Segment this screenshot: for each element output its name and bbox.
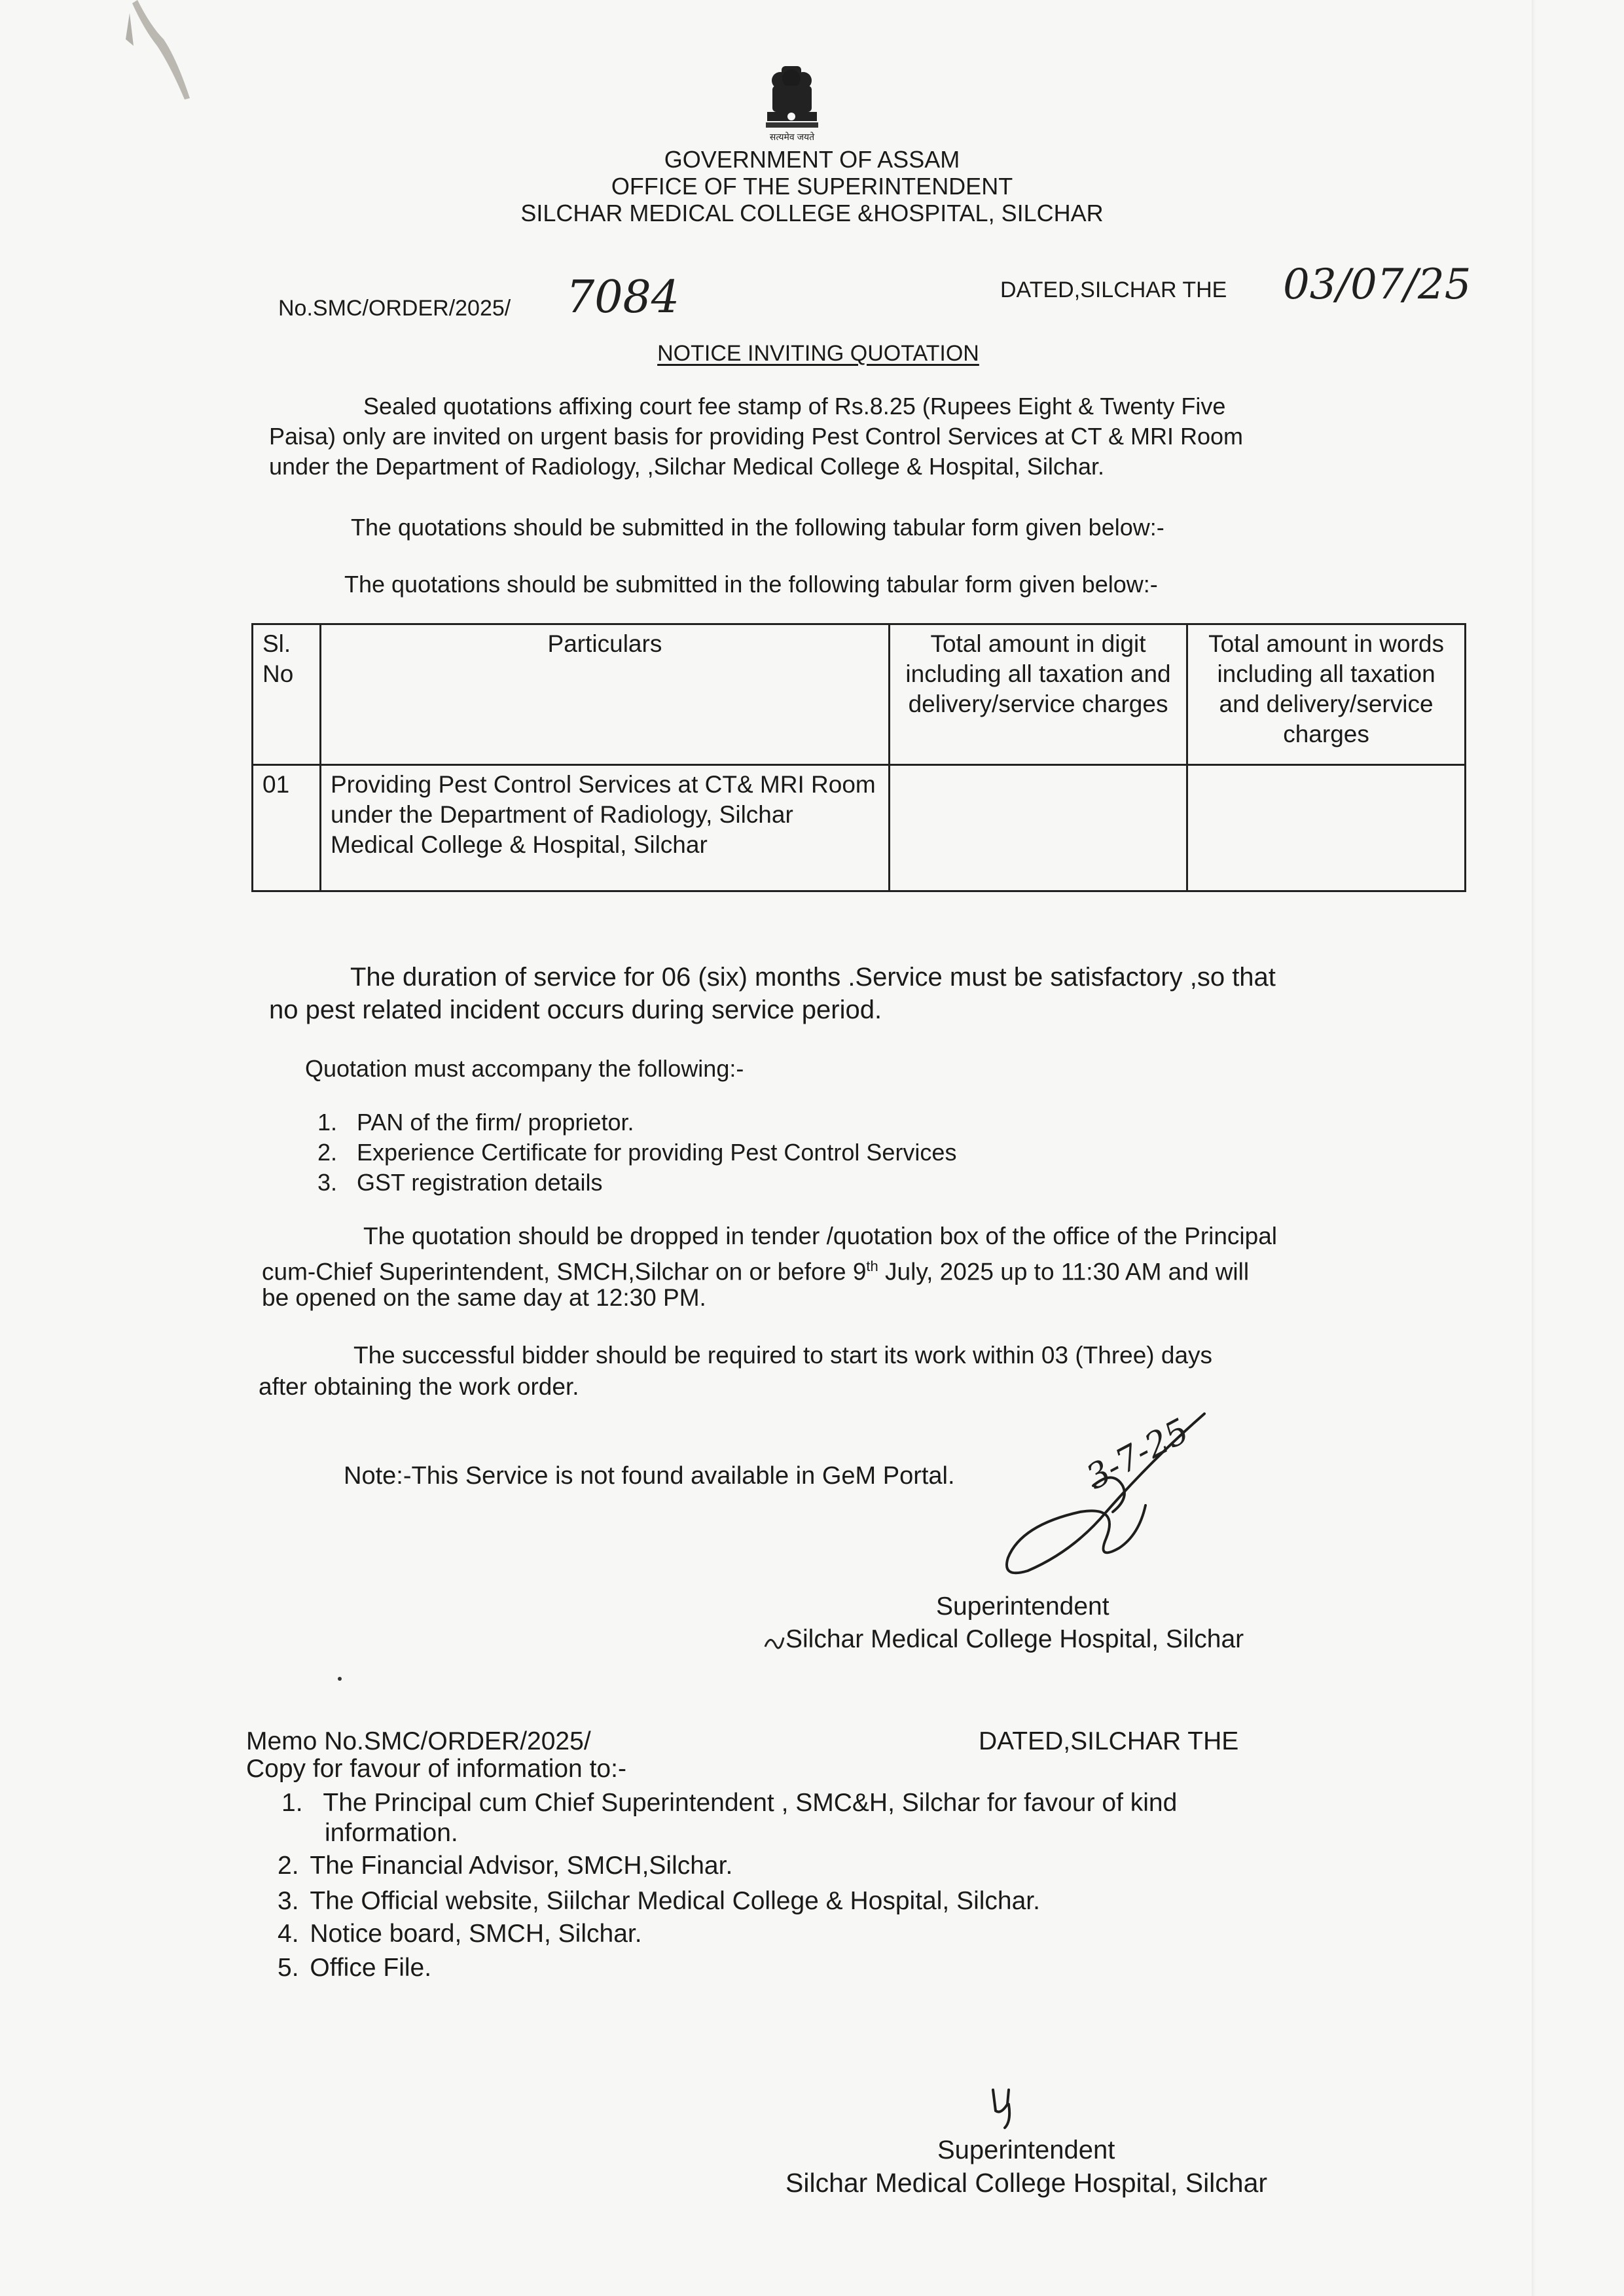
list-item-number: 2. xyxy=(278,1852,299,1880)
signature-initial-2 xyxy=(985,2085,1024,2130)
header-government: GOVERNMENT OF ASSAM xyxy=(664,146,960,173)
list-item-number: 3. xyxy=(317,1169,338,1196)
drop-line-1: The quotation should be dropped in tender /quotation box of the office of the Principal xyxy=(363,1223,1278,1249)
list-item-number: 5. xyxy=(278,1954,299,1982)
list-item-text: PAN of the firm/ proprietor. xyxy=(357,1109,634,1136)
list-item xyxy=(278,1886,1040,1916)
memo-dated-label: DATED,SILCHAR THE xyxy=(979,1727,1239,1755)
list-item xyxy=(278,1919,642,1949)
order-no-label: No.SMC/ORDER/2025/ xyxy=(278,296,511,321)
emblem-caption: सत्यमेव जयते xyxy=(769,132,815,142)
row-particulars: Providing Pest Control Services at CT& MRI Room under the Department of Radiology, Silchar Medical College & Hospital, Silchar xyxy=(320,765,889,891)
dated-label: DATED,SILCHAR THE xyxy=(1000,278,1227,302)
list-item-text: Experience Certificate for providing Pest Control Services xyxy=(357,1139,957,1166)
table-header-row xyxy=(253,624,1466,765)
table-row xyxy=(253,765,1466,891)
dated-handwritten: 03/07/25 xyxy=(1283,260,1471,309)
list-item-text: GST registration details xyxy=(357,1169,603,1196)
header-particulars: Particulars xyxy=(320,624,889,765)
bidder-line-1: The successful bidder should be required to start its work within 03 (Three) days xyxy=(353,1342,1213,1369)
list-item-continuation: information. xyxy=(325,1819,458,1847)
list-item xyxy=(281,1788,1177,1818)
tabular-note-2: The quotations should be submitted in the following tabular form given below:- xyxy=(344,571,1158,598)
row-sl-no: 01 xyxy=(253,765,321,891)
notice-title: NOTICE INVITING QUOTATION xyxy=(657,341,979,366)
memo-no-label: Memo No.SMC/ORDER/2025/ xyxy=(246,1727,591,1755)
bidder-line-2: after obtaining the work order. xyxy=(259,1373,579,1400)
list-item xyxy=(317,1138,956,1168)
list-item-number: 4. xyxy=(278,1920,299,1948)
list-item-number: 1. xyxy=(281,1789,303,1817)
signatory-title-1: Superintendent xyxy=(936,1592,1110,1621)
duration-line-2: no pest related incident occurs during service period. xyxy=(269,996,882,1024)
list-item-number: 3. xyxy=(278,1887,299,1915)
intro-line-2: Paisa) only are invited on urgent basis for providing Pest Control Services at CT & MRI Room xyxy=(269,423,1243,450)
intro-line-3: under the Department of Radiology, ,Silchar Medical College & Hospital, Silchar. xyxy=(269,453,1104,480)
header-institution: SILCHAR MEDICAL COLLEGE &HOSPITAL, SILCHAR xyxy=(520,200,1104,226)
header-sl-no: Sl. No xyxy=(253,624,321,765)
signatory-org-1: Silchar Medical College Hospital, Silchar xyxy=(785,1625,1244,1653)
drop-line-2-sup: th xyxy=(866,1258,878,1274)
list-item-number: 1. xyxy=(317,1109,338,1136)
list-item xyxy=(278,1953,431,1983)
drop-line-2-pre: cum-Chief Superintendent, SMCH,Silchar on or before 9 xyxy=(262,1258,867,1285)
row-amount-digit xyxy=(889,765,1187,891)
page-edge-shadow xyxy=(1532,0,1536,2296)
signatory-org-2: Silchar Medical College Hospital, Silchar xyxy=(785,2168,1268,2198)
copy-label: Copy for favour of information to:- xyxy=(246,1755,626,1783)
list-item-text: The Official website, Siilchar Medical College & Hospital, Silchar. xyxy=(310,1887,1040,1915)
intro-line-1: Sealed quotations affixing court fee stamp of Rs.8.25 (Rupees Eight & Twenty Five xyxy=(363,393,1226,420)
list-item xyxy=(317,1107,634,1138)
quotation-table xyxy=(251,623,1466,892)
gem-portal-note: Note:-This Service is not found available in GeM Portal. xyxy=(344,1462,955,1490)
signature-scribble-1 xyxy=(956,1407,1270,1590)
torn-corner-mark xyxy=(124,0,203,111)
duration-line-1: The duration of service for 06 (six) months .Service must be satisfactory ,so that xyxy=(350,963,1276,992)
list-item-number: 2. xyxy=(317,1139,338,1166)
drop-line-2-post: July, 2025 up to 11:30 AM and will xyxy=(878,1258,1250,1285)
signatory-title-2: Superintendent xyxy=(937,2136,1115,2164)
drop-line-3: be opened on the same day at 12:30 PM. xyxy=(262,1284,706,1311)
accompany-label: Quotation must accompany the following:- xyxy=(305,1055,744,1082)
tabular-note-1: The quotations should be submitted in the following tabular form given below:- xyxy=(351,514,1164,541)
header-amount-words: Total amount in words including all taxation and delivery/service charges xyxy=(1187,624,1466,765)
row-amount-words xyxy=(1187,765,1466,891)
list-item-text: The Principal cum Chief Superintendent , SMC&H, Silchar for favour of kind xyxy=(323,1789,1178,1817)
stray-dot xyxy=(338,1677,342,1681)
list-item-text: Office File. xyxy=(310,1954,432,1982)
list-item xyxy=(317,1168,603,1198)
list-item-text: Notice board, SMCH, Silchar. xyxy=(310,1920,642,1948)
list-item xyxy=(278,1851,732,1881)
signature-date-handwritten: 3-7-25 xyxy=(1080,1411,1196,1498)
order-no-handwritten: 7084 xyxy=(566,272,680,323)
list-item-text: The Financial Advisor, SMCH,Silchar. xyxy=(310,1852,733,1880)
initial-mark-icon xyxy=(761,1628,787,1655)
drop-line-2 xyxy=(262,1251,1249,1287)
header-amount-digit: Total amount in digit including all taxation and delivery/service charges xyxy=(889,624,1187,765)
header-office: OFFICE OF THE SUPERINTENDENT xyxy=(611,173,1013,200)
